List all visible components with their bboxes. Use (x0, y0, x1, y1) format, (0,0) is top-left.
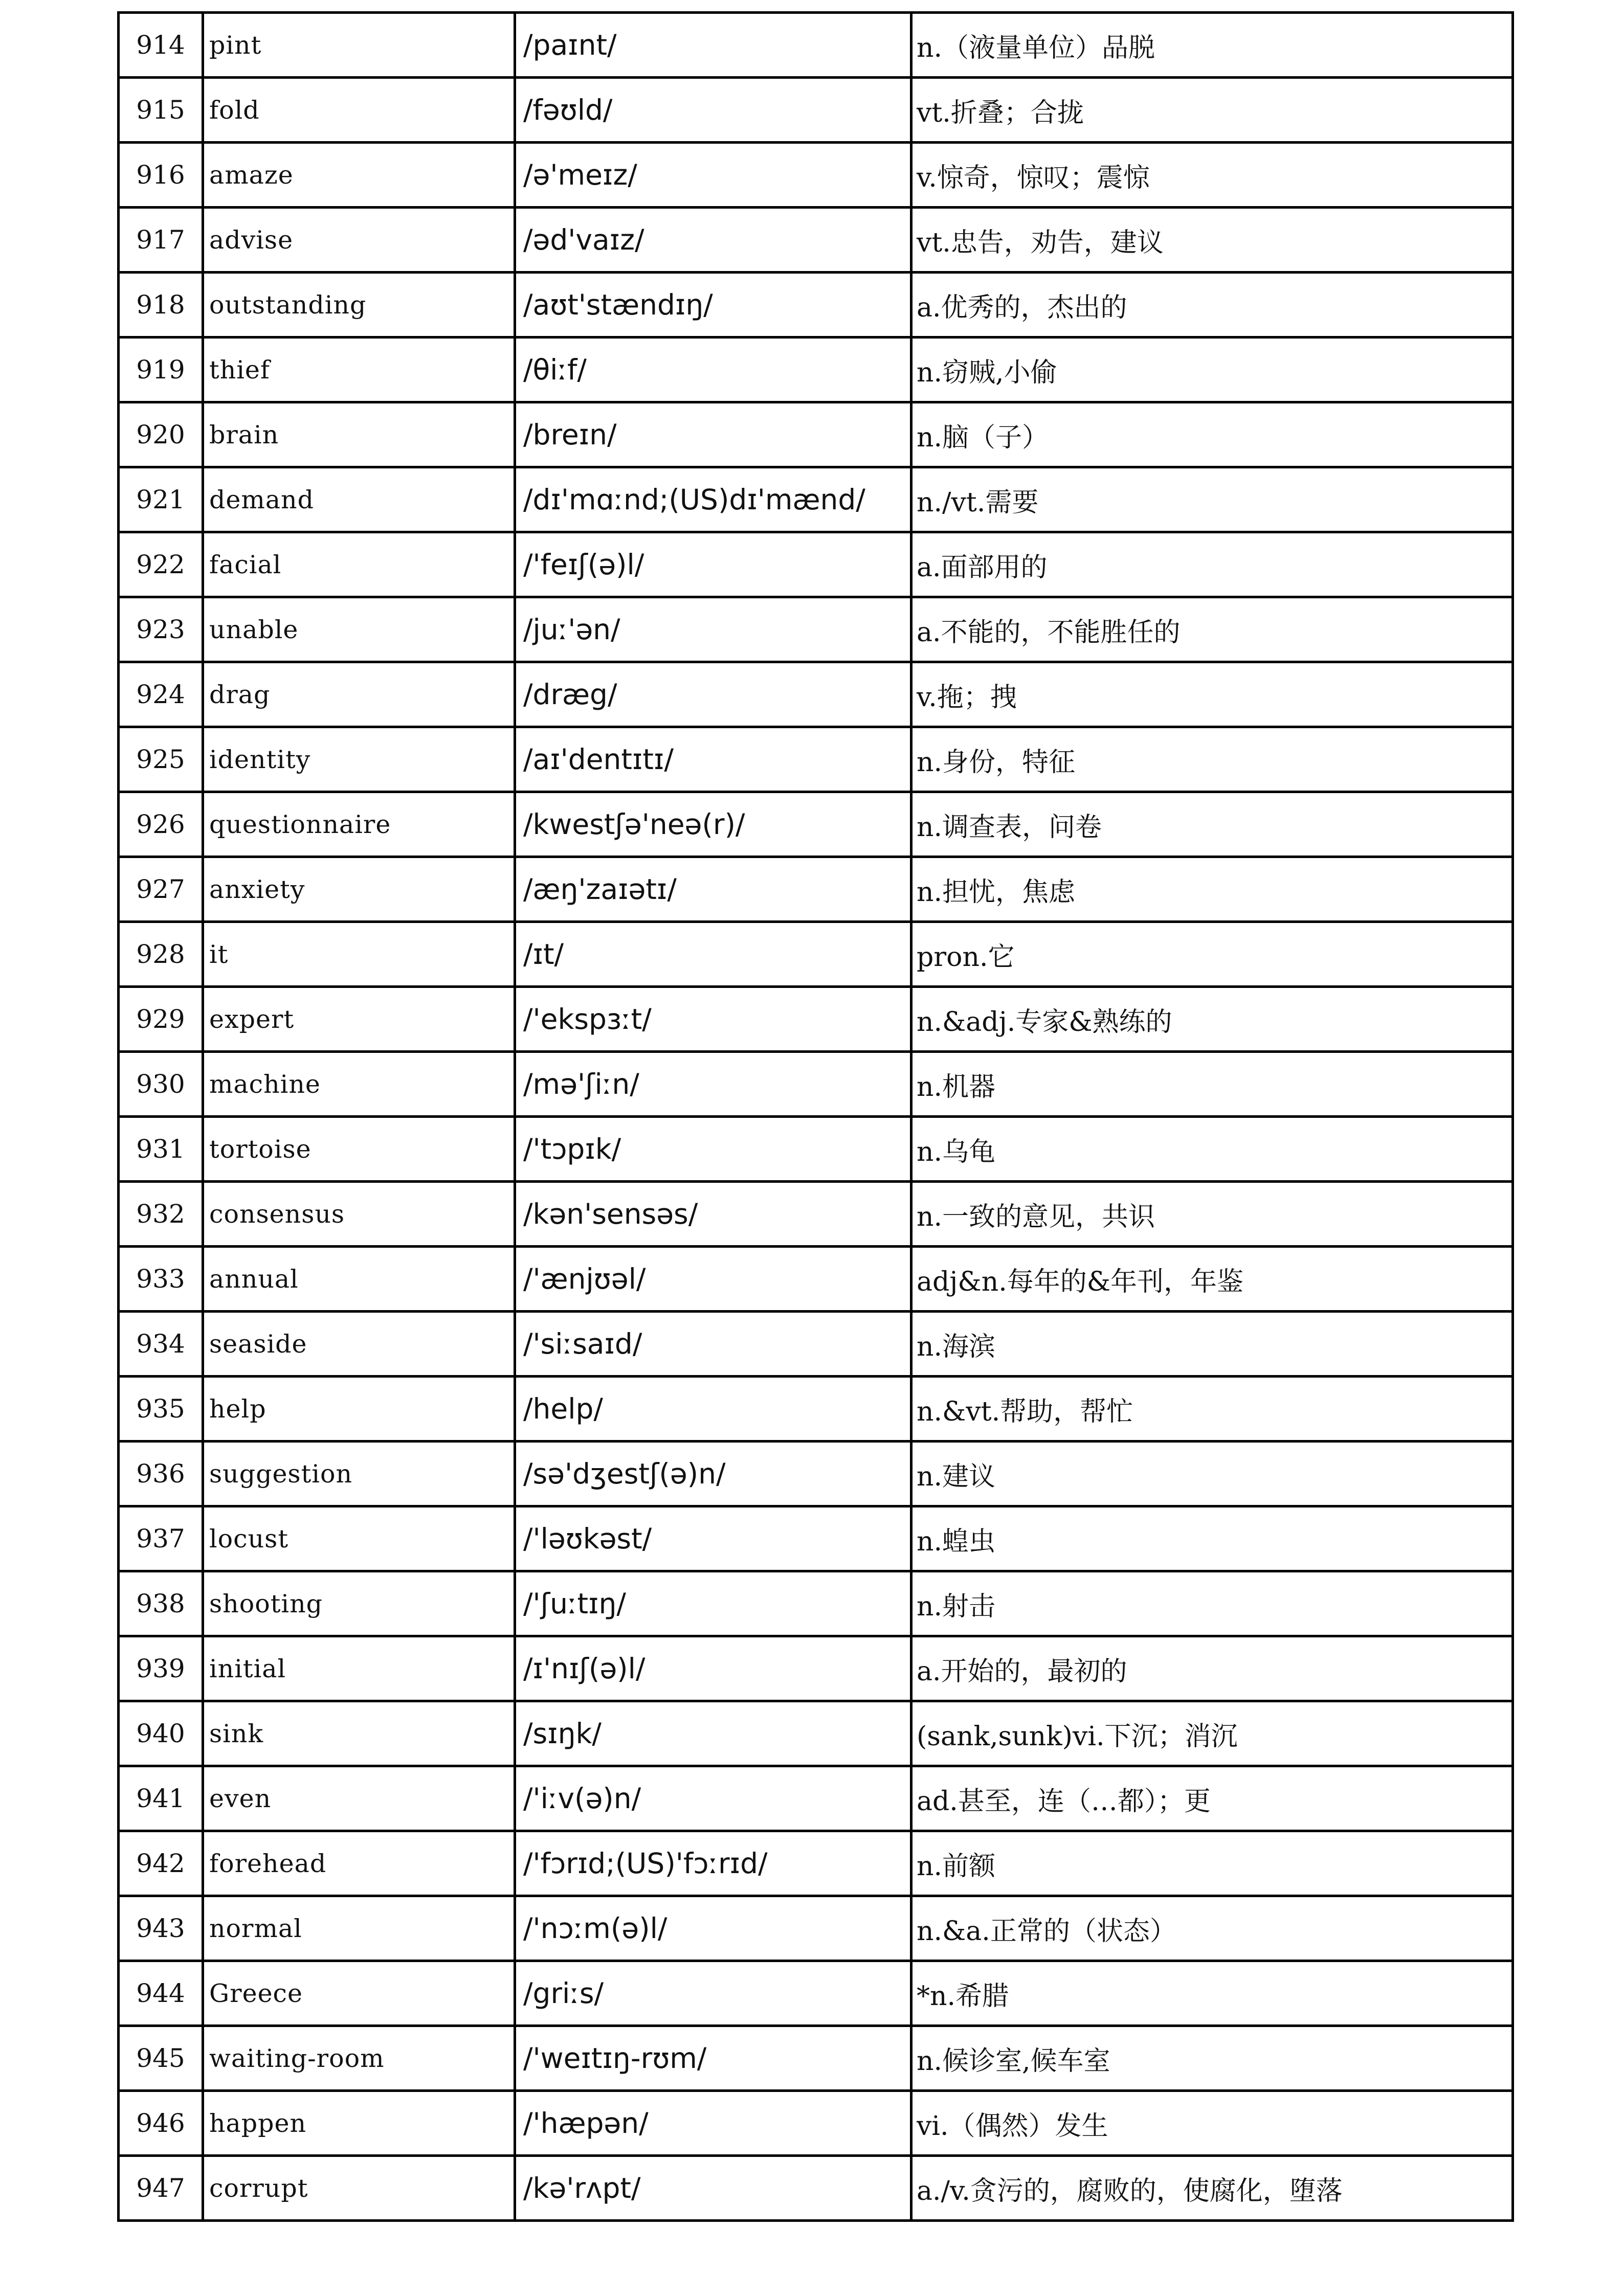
entry-word: seaside (203, 1312, 515, 1377)
entry-meaning: ad.甚至，连（…都）；更 (911, 1766, 1513, 1831)
table-row (119, 143, 1513, 208)
entry-meaning: n.担忧，焦虑 (911, 857, 1513, 922)
entry-phonetic: /sə'dʒestʃ(ə)n/ (515, 1442, 911, 1506)
table-row (119, 78, 1513, 143)
entry-word: corrupt (203, 2156, 515, 2221)
table-row (119, 1701, 1513, 1766)
entry-number: 920 (119, 402, 203, 467)
entry-word: locust (203, 1506, 515, 1571)
entry-word: thief (203, 337, 515, 402)
entry-phonetic: /kwestʃə'neə(r)/ (515, 792, 911, 857)
entry-number: 924 (119, 662, 203, 727)
entry-phonetic: /fəʊld/ (515, 78, 911, 143)
entry-phonetic: /'nɔːm(ə)l/ (515, 1896, 911, 1961)
vocabulary-table-body (119, 13, 1513, 2221)
table-row (119, 467, 1513, 532)
table-row (119, 1506, 1513, 1571)
entry-number: 918 (119, 273, 203, 337)
table-row (119, 1961, 1513, 2026)
entry-number: 914 (119, 13, 203, 78)
entry-word: identity (203, 727, 515, 792)
vocabulary-table (117, 11, 1514, 2222)
entry-number: 928 (119, 922, 203, 987)
entry-phonetic: /aɪ'dentɪtɪ/ (515, 727, 911, 792)
entry-number: 926 (119, 792, 203, 857)
entry-word: drag (203, 662, 515, 727)
entry-number: 919 (119, 337, 203, 402)
entry-meaning: n.&a.正常的（状态） (911, 1896, 1513, 1961)
entry-phonetic: /aʊt'stændɪŋ/ (515, 273, 911, 337)
entry-number: 931 (119, 1117, 203, 1182)
entry-meaning: n.&adj.专家&熟练的 (911, 987, 1513, 1052)
table-row (119, 662, 1513, 727)
entry-word: brain (203, 402, 515, 467)
entry-phonetic: /sɪŋk/ (515, 1701, 911, 1766)
entry-word: it (203, 922, 515, 987)
entry-meaning: n.（液量单位）品脱 (911, 13, 1513, 78)
table-row (119, 1896, 1513, 1961)
table-row (119, 13, 1513, 78)
table-row (119, 597, 1513, 662)
table-row (119, 1182, 1513, 1247)
table-row (119, 1636, 1513, 1701)
entry-number: 943 (119, 1896, 203, 1961)
entry-word: happen (203, 2091, 515, 2156)
entry-meaning: n.窃贼,小偷 (911, 337, 1513, 402)
entry-meaning: n.前额 (911, 1831, 1513, 1896)
entry-word: demand (203, 467, 515, 532)
entry-number: 933 (119, 1247, 203, 1312)
table-row (119, 337, 1513, 402)
entry-meaning: a.开始的，最初的 (911, 1636, 1513, 1701)
entry-number: 941 (119, 1766, 203, 1831)
entry-word: pint (203, 13, 515, 78)
entry-phonetic: /'iːv(ə)n/ (515, 1766, 911, 1831)
table-row (119, 1052, 1513, 1117)
entry-phonetic: /əd'vaɪz/ (515, 208, 911, 273)
entry-phonetic: /help/ (515, 1377, 911, 1442)
entry-number: 917 (119, 208, 203, 273)
entry-phonetic: /'ænjʊəl/ (515, 1247, 911, 1312)
entry-number: 936 (119, 1442, 203, 1506)
entry-meaning: v.拖；拽 (911, 662, 1513, 727)
entry-meaning: adj&n.每年的&年刊，年鉴 (911, 1247, 1513, 1312)
entry-meaning: n.&vt.帮助，帮忙 (911, 1377, 1513, 1442)
entry-number: 944 (119, 1961, 203, 2026)
entry-meaning: n.脑（子） (911, 402, 1513, 467)
entry-meaning: n.乌龟 (911, 1117, 1513, 1182)
entry-number: 929 (119, 987, 203, 1052)
entry-phonetic: /griːs/ (515, 1961, 911, 2026)
entry-phonetic: /breɪn/ (515, 402, 911, 467)
entry-number: 938 (119, 1571, 203, 1636)
entry-phonetic: /æŋ'zaɪətɪ/ (515, 857, 911, 922)
entry-phonetic: /dɪ'mɑːnd;(US)dɪ'mænd/ (515, 467, 911, 532)
entry-phonetic: /'ləʊkəst/ (515, 1506, 911, 1571)
entry-meaning: *n.希腊 (911, 1961, 1513, 2026)
entry-word: expert (203, 987, 515, 1052)
entry-number: 934 (119, 1312, 203, 1377)
entry-phonetic: /'weɪtɪŋ-rʊm/ (515, 2026, 911, 2091)
table-row (119, 1117, 1513, 1182)
entry-meaning: a.面部用的 (911, 532, 1513, 597)
table-row (119, 2156, 1513, 2221)
entry-word: initial (203, 1636, 515, 1701)
entry-number: 945 (119, 2026, 203, 2091)
entry-word: amaze (203, 143, 515, 208)
entry-phonetic: /kə'rʌpt/ (515, 2156, 911, 2221)
entry-word: fold (203, 78, 515, 143)
entry-number: 921 (119, 467, 203, 532)
entry-meaning: n.建议 (911, 1442, 1513, 1506)
table-row (119, 273, 1513, 337)
entry-word: advise (203, 208, 515, 273)
entry-word: facial (203, 532, 515, 597)
table-row (119, 2026, 1513, 2091)
table-row (119, 1766, 1513, 1831)
entry-number: 939 (119, 1636, 203, 1701)
entry-phonetic: /dræg/ (515, 662, 911, 727)
table-row (119, 727, 1513, 792)
entry-phonetic: /θiːf/ (515, 337, 911, 402)
entry-meaning: n./vt.需要 (911, 467, 1513, 532)
entry-word: waiting-room (203, 2026, 515, 2091)
entry-phonetic: /paɪnt/ (515, 13, 911, 78)
entry-number: 940 (119, 1701, 203, 1766)
entry-word: questionnaire (203, 792, 515, 857)
entry-number: 937 (119, 1506, 203, 1571)
table-row (119, 1831, 1513, 1896)
entry-word: outstanding (203, 273, 515, 337)
entry-meaning: n.蝗虫 (911, 1506, 1513, 1571)
entry-phonetic: /'hæpən/ (515, 2091, 911, 2156)
entry-phonetic: /ə'meɪz/ (515, 143, 911, 208)
entry-number: 915 (119, 78, 203, 143)
entry-word: sink (203, 1701, 515, 1766)
entry-meaning: n.调查表，问卷 (911, 792, 1513, 857)
entry-phonetic: /'siːsaɪd/ (515, 1312, 911, 1377)
entry-word: shooting (203, 1571, 515, 1636)
entry-meaning: (sank,sunk)vi.下沉；消沉 (911, 1701, 1513, 1766)
entry-phonetic: /juː'ən/ (515, 597, 911, 662)
entry-meaning: n.身份，特征 (911, 727, 1513, 792)
entry-meaning: n.海滨 (911, 1312, 1513, 1377)
entry-meaning: vt.忠告，劝告，建议 (911, 208, 1513, 273)
entry-meaning: vt.折叠；合拢 (911, 78, 1513, 143)
entry-word: suggestion (203, 1442, 515, 1506)
table-row (119, 1312, 1513, 1377)
table-row (119, 402, 1513, 467)
entry-phonetic: /'fɔrɪd;(US)'fɔːrɪd/ (515, 1831, 911, 1896)
entry-meaning: a./v.贪污的，腐败的，使腐化，堕落 (911, 2156, 1513, 2221)
table-row (119, 1571, 1513, 1636)
entry-number: 946 (119, 2091, 203, 2156)
entry-meaning: v.惊奇，惊叹；震惊 (911, 143, 1513, 208)
table-row (119, 792, 1513, 857)
table-row (119, 987, 1513, 1052)
entry-number: 925 (119, 727, 203, 792)
table-row (119, 922, 1513, 987)
entry-number: 927 (119, 857, 203, 922)
entry-phonetic: /mə'ʃiːn/ (515, 1052, 911, 1117)
entry-number: 932 (119, 1182, 203, 1247)
entry-word: anxiety (203, 857, 515, 922)
table-row (119, 532, 1513, 597)
entry-phonetic: /'ʃuːtɪŋ/ (515, 1571, 911, 1636)
entry-phonetic: /ɪ'nɪʃ(ə)l/ (515, 1636, 911, 1701)
entry-meaning: n.射击 (911, 1571, 1513, 1636)
entry-number: 916 (119, 143, 203, 208)
entry-word: unable (203, 597, 515, 662)
entry-number: 922 (119, 532, 203, 597)
entry-meaning: n.机器 (911, 1052, 1513, 1117)
entry-word: forehead (203, 1831, 515, 1896)
entry-word: tortoise (203, 1117, 515, 1182)
entry-meaning: a.不能的，不能胜任的 (911, 597, 1513, 662)
entry-word: consensus (203, 1182, 515, 1247)
entry-number: 947 (119, 2156, 203, 2221)
entry-phonetic: /ɪt/ (515, 922, 911, 987)
entry-word: normal (203, 1896, 515, 1961)
table-row (119, 1377, 1513, 1442)
table-row (119, 857, 1513, 922)
entry-meaning: n.一致的意见，共识 (911, 1182, 1513, 1247)
table-row (119, 1247, 1513, 1312)
entry-meaning: n.候诊室,候车室 (911, 2026, 1513, 2091)
entry-phonetic: /kən'sensəs/ (515, 1182, 911, 1247)
entry-number: 935 (119, 1377, 203, 1442)
entry-phonetic: /'tɔpɪk/ (515, 1117, 911, 1182)
entry-word: help (203, 1377, 515, 1442)
entry-phonetic: /'ekspɜːt/ (515, 987, 911, 1052)
entry-meaning: a.优秀的，杰出的 (911, 273, 1513, 337)
entry-number: 923 (119, 597, 203, 662)
table-row (119, 2091, 1513, 2156)
entry-number: 930 (119, 1052, 203, 1117)
entry-word: even (203, 1766, 515, 1831)
entry-number: 942 (119, 1831, 203, 1896)
entry-word: Greece (203, 1961, 515, 2026)
table-row (119, 208, 1513, 273)
entry-meaning: pron.它 (911, 922, 1513, 987)
entry-phonetic: /'feɪʃ(ə)l/ (515, 532, 911, 597)
table-row (119, 1442, 1513, 1506)
entry-word: machine (203, 1052, 515, 1117)
entry-meaning: vi.（偶然）发生 (911, 2091, 1513, 2156)
entry-word: annual (203, 1247, 515, 1312)
